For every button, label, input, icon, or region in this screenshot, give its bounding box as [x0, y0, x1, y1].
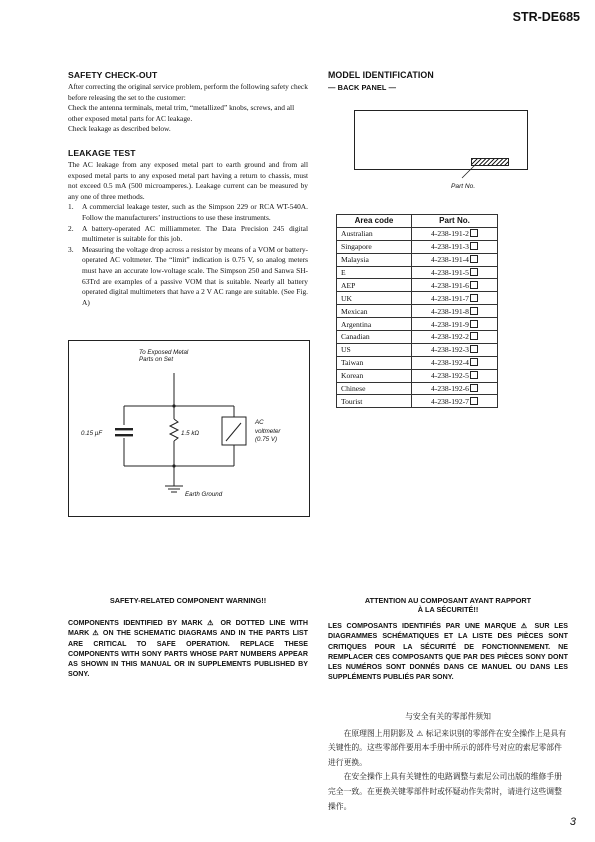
checkbox-square-icon: [470, 320, 478, 328]
table-row: Canadian 4-238-192-2: [337, 331, 498, 344]
part-no-callout: Part No.: [451, 183, 476, 190]
checkbox-square-icon: [470, 345, 478, 353]
capacitor-label: 0.15 µF: [81, 430, 103, 437]
safety-warning-chinese: [328, 710, 568, 814]
figure-a-diagram: [68, 340, 310, 517]
table-row: UK 4-238-191-7: [337, 292, 498, 305]
warning-body: LES COMPOSANTS IDENTIFIÉS PAR UNE MARQUE ⚠ SUR LES DIAGRAMMES SCHÉMATIQUES ET LA LISTE DES PIÈCES SONT CRITIQUES POUR LA SÉCURITÉ DE FONCTIONNEMENT. NE REMPLACER CES COMPOSANTS QUE PAR DES PIÈCES SONY DONT LES NUMÉROS SONT DONNÉS DANS CE MANUEL OU DANS LES SUPPLÉMENTS PUBLIÉS PAR SONY.: [328, 622, 568, 682]
table-row: Mexican 4-238-191-8: [337, 305, 498, 318]
probe-label: To Exposed Metal Parts on Set: [139, 349, 189, 363]
safety-checkout-section: [68, 70, 308, 308]
checkbox-square-icon: [470, 268, 478, 276]
table-row: AEP 4-238-191-6: [337, 279, 498, 292]
table-row: Korean 4-238-192-5: [337, 369, 498, 382]
table-row: Taiwan 4-238-192-4: [337, 356, 498, 369]
checkbox-square-icon: [470, 332, 478, 340]
resistor-label: 1.5 kΩ: [181, 430, 200, 437]
table-row: Singapore 4-238-191-3: [337, 240, 498, 253]
area-code-table: [336, 214, 498, 408]
warning-title: SAFETY-RELATED COMPONENT WARNING!!: [109, 596, 267, 605]
warning-title: ATTENTION AU COMPOSANT AYANT RAPPORT À LA SÉCURITÉ!!: [364, 596, 532, 614]
list-item: 3. Measuring the voltage drop across a resistor by means of a VOM or battery-operated AC voltmeter. The “limit” indication is 0.75 V, so analog meters must have an accurate low-voltage scale. The Simpson 250 and Sanwa SH-63Trd are examples of a passive VOM that is suitable. Nearly all battery operated digital multimeters that have a 2 V AC range are suitable. (See Fig. A): [68, 244, 308, 307]
checkbox-square-icon: [470, 358, 478, 366]
paragraph: The AC leakage from any exposed metal part to earth ground and from all exposed metal parts to any exposed metal part having a return to chassis, must not exceed 0.5 mA (500 microamperes.). Leakage current can be measured by any one of three methods.: [68, 159, 308, 201]
paragraph: Check the antenna terminals, metal trim, “metallized” knobs, screws, and all other exposed metal parts for AC leakage.: [68, 103, 295, 123]
checkbox-square-icon: [470, 255, 478, 263]
paragraph: Check leakage as described below.: [68, 124, 171, 134]
capacitor-symbol: [115, 428, 133, 436]
section-title: SAFETY CHECK-OUT: [68, 70, 158, 80]
safety-warning-french: [328, 596, 568, 683]
model-identification-section: [328, 70, 573, 92]
method-list: [68, 202, 308, 308]
voltmeter-label: AC voltmeter (0.75 V): [255, 419, 281, 443]
warning-body: 在原理图上用阴影及 ⚠ 标记来识别的零部件在安全操作上是具有关键性的。这些零部件要用本手册中所示的部件号对应的索尼零部件进行更换。: [328, 728, 567, 767]
section-title: MODEL IDENTIFICATION: [328, 70, 434, 80]
column-header: Area code: [337, 215, 412, 228]
table-row: Chinese 4-238-192-6: [337, 382, 498, 395]
warning-title: 与安全有关的零部件须知: [405, 712, 491, 721]
checkbox-square-icon: [470, 281, 478, 289]
table-row: US 4-238-192-3: [337, 343, 498, 356]
paragraph: After correcting the original service problem, perform the following safety check before releasing the set to the customer:: [68, 82, 308, 102]
table-header-row: [337, 215, 498, 228]
model-number: STR-DE685: [512, 10, 580, 24]
page-number: 3: [569, 816, 576, 828]
column-header: Part No.: [412, 215, 498, 228]
safety-warning-english: [68, 596, 308, 680]
checkbox-square-icon: [470, 229, 478, 237]
list-item: 1. A commercial leakage tester, such as the Simpson 229 or RCA WT-540A. Follow the manufacturers’ instructions to use these instruments.: [68, 202, 308, 222]
checkbox-square-icon: [470, 242, 478, 250]
warning-body: 在安全操作上具有关键性的电路调整与索尼公司出版的维修手册完全一致。在更换关键零部件时或怀疑动作失常时，请进行这些调整操作。: [328, 772, 562, 811]
section-title: LEAKAGE TEST: [68, 147, 136, 158]
table-row: Malaysia 4-238-191-4: [337, 253, 498, 266]
checkbox-square-icon: [470, 371, 478, 379]
table-row: Argentina 4-238-191-9: [337, 318, 498, 331]
table-row: Australian 4-238-191-2: [337, 227, 498, 240]
checkbox-square-icon: [470, 294, 478, 302]
checkbox-square-icon: [470, 307, 478, 315]
table-row: Tourist 4-238-192-7: [337, 395, 498, 408]
checkbox-square-icon: [470, 397, 478, 405]
section-subtitle: — BACK PANEL —: [328, 83, 397, 92]
ground-label: Earth Ground: [185, 491, 223, 498]
table-row: E 4-238-191-5: [337, 266, 498, 279]
list-item: 2. A battery-operated AC milliammeter. The Data Precision 245 digital multimeter is suitable for this job.: [68, 223, 308, 244]
warning-body: COMPONENTS IDENTIFIED BY MARK ⚠ OR DOTTED LINE WITH MARK ⚠ ON THE SCHEMATIC DIAGRAMS AND IN THE PARTS LIST ARE CRITICAL TO SAFE OPERATION. REPLACE THESE COMPONENTS WITH SONY PARTS WHOSE PART NUMBERS APPEAR AS SHOWN IN THIS MANUAL OR IN SUPPLEMENTS PUBLISHED BY SONY.: [68, 619, 308, 679]
checkbox-square-icon: [470, 384, 478, 392]
